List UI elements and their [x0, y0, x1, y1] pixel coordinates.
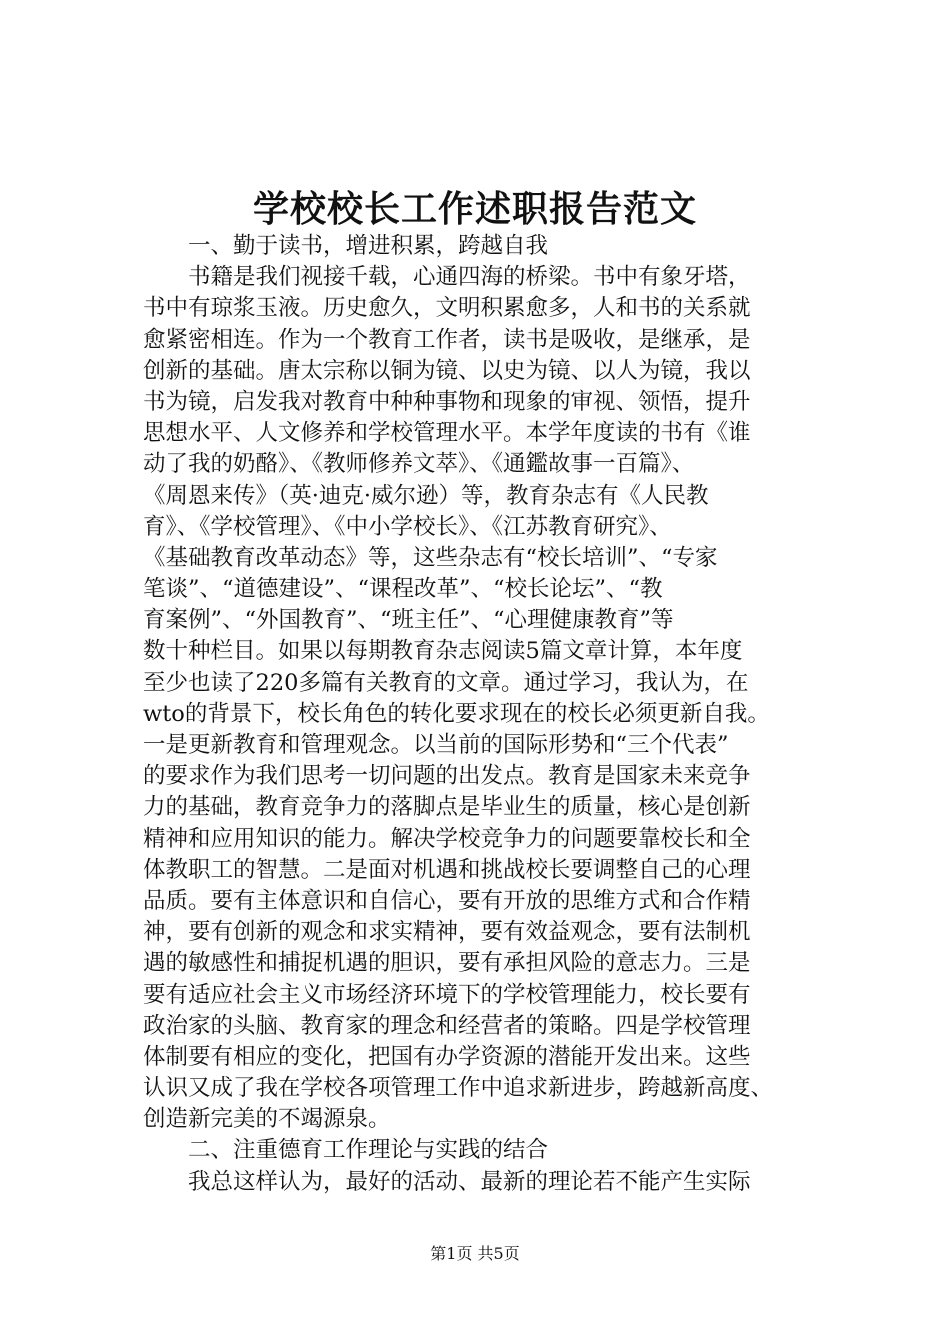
body-line: 二、注重德育工作理论与实践的结合 — [188, 1137, 549, 1164]
body-line: 育案例”、“外国教育”、“班主任”、“心理健康教育”等 — [143, 607, 674, 634]
body-line: 书中有琼浆玉液。历史愈久，文明积累愈多，人和书的关系就 — [143, 295, 751, 322]
body-line: 的要求作为我们思考一切问题的出发点。教育是国家未来竞争 — [143, 763, 751, 790]
document-body — [143, 231, 833, 1198]
body-line: 思想水平、人文修养和学校管理水平。本学年度读的书有《谁 — [143, 420, 751, 447]
body-line: 体教职工的智慧。二是面对机遇和挑战校长要调整自己的心理 — [143, 856, 751, 883]
body-line: 创造新完美的不竭源泉。 — [143, 1106, 391, 1133]
body-line: 育》、《学校管理》、《中小学校长》、《江苏教育研究》、 — [143, 513, 672, 540]
body-line: 体制要有相应的变化，把国有办学资源的潜能开发出来。这些 — [143, 1043, 751, 1070]
body-line: 要有适应社会主义市场经济环境下的学校管理能力，校长要有 — [143, 981, 751, 1008]
body-line: 数十种栏目。如果以每期教育杂志阅读5篇文章计算，本年度 — [143, 638, 743, 665]
body-line: 《基础教育改革动态》等，这些杂志有“校长培训”、“专家 — [143, 544, 718, 571]
body-line: 书籍是我们视接千载，心通四海的桥梁。书中有象牙塔， — [188, 264, 751, 291]
page-footer: 第1页 共5页 — [430, 1244, 520, 1263]
body-line: 一、勤于读书，增进积累，跨越自我 — [188, 233, 549, 259]
body-line: 认识又成了我在学校各项管理工作中追求新进步，跨越新高度、 — [143, 1075, 774, 1102]
body-line: 动了我的奶酪》、《教师修养文萃》、《通鑑故事一百篇》、 — [143, 451, 695, 478]
document-title: 学校校长工作述职报告范文 — [252, 188, 697, 230]
body-line: 政治家的头脑、教育家的理念和经营者的策略。四是学校管理 — [143, 1012, 751, 1039]
body-line: 书为镜，启发我对教育中种种事物和现象的审视、领悟，提升 — [143, 388, 751, 415]
body-line: 至少也读了220多篇有关教育的文章。通过学习，我认为，在 — [143, 669, 749, 696]
body-line: 一是更新教育和管理观念。以当前的国际形势和“三个代表” — [143, 732, 729, 758]
body-line: 精神和应用知识的能力。解决学校竞争力的问题要靠校长和全 — [143, 825, 751, 852]
body-line: 神，要有创新的观念和求实精神，要有效益观念，要有法制机 — [143, 919, 751, 946]
body-line: 愈紧密相连。作为一个教育工作者，读书是吸收，是继承，是 — [143, 326, 751, 353]
body-line: 遇的敏感性和捕捉机遇的胆识，要有承担风险的意志力。三是 — [143, 950, 751, 977]
body-line: 笔谈”、“道德建设”、“课程改革”、“校长论坛”、“教 — [143, 576, 663, 603]
body-line: 我总这样认为，最好的活动、最新的理论若不能产生实际 — [188, 1168, 751, 1195]
body-line: 品质。要有主体意识和自信心，要有开放的思维方式和合作精 — [143, 887, 751, 914]
body-line: 力的基础，教育竞争力的落脚点是毕业生的质量，核心是创新 — [143, 794, 751, 821]
body-line: wto的背景下，校长角色的转化要求现在的校长必须更新自我。 — [143, 700, 770, 727]
body-line: 《周恩来传》（英·迪克·威尔逊）等，教育杂志有《人民教 — [143, 482, 709, 509]
body-line: 创新的基础。唐太宗称以铜为镜、以史为镜、以人为镜，我以 — [143, 357, 751, 384]
